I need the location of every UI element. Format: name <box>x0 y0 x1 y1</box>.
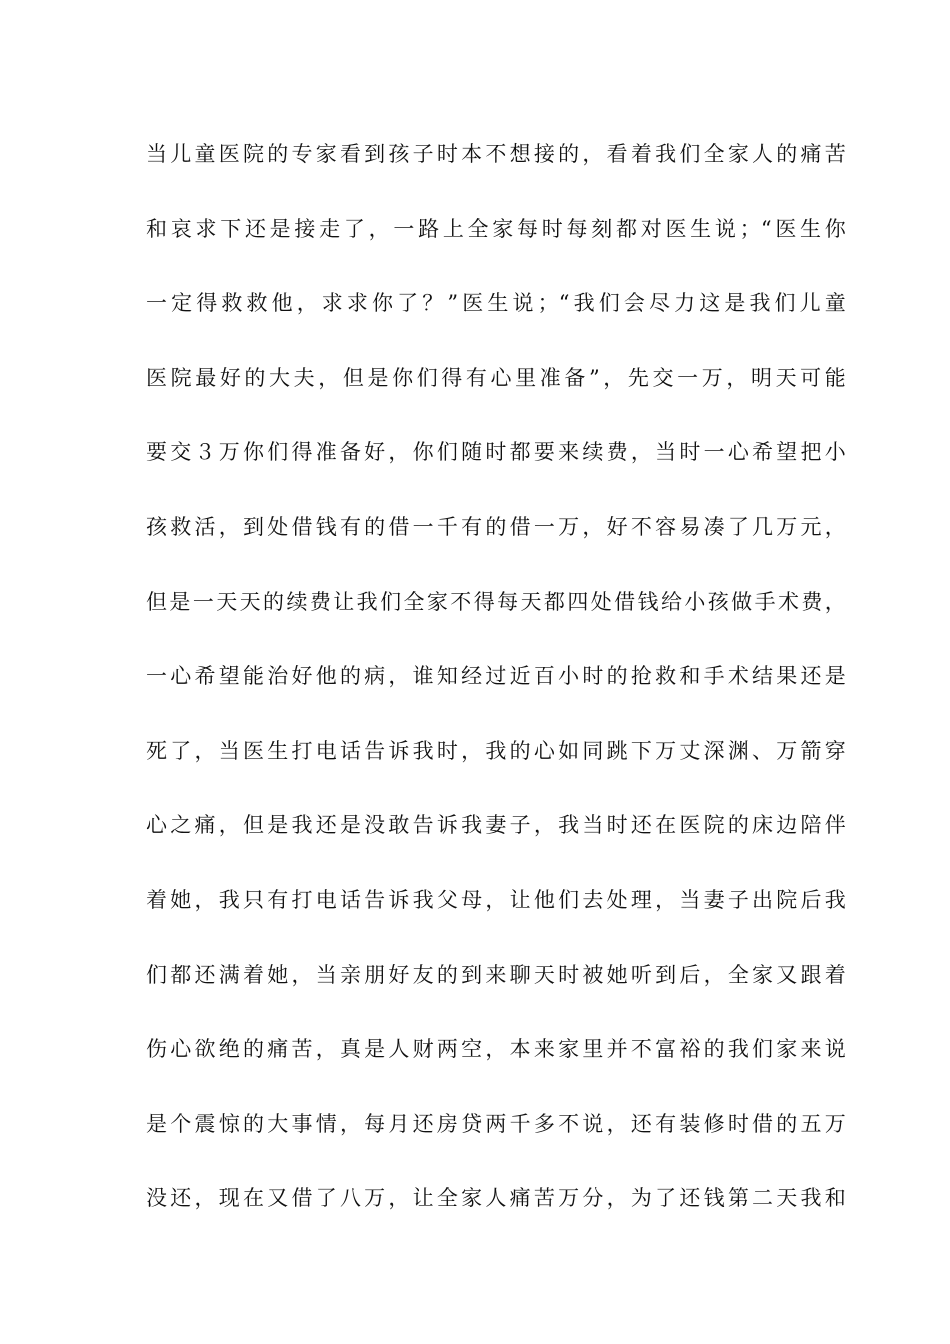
text-line-13: 伤心欲绝的痛苦，真是人财两空，本来家里并不富裕的我们家来说 <box>146 1037 846 1062</box>
text-line-3: 一定得救救他，求求你了？”医生说；“我们会尽力这是我们儿童 <box>146 291 846 316</box>
text-line-4: 医院最好的大夫，但是你们得有心里准备”，先交一万，明天可能 <box>146 365 846 390</box>
text-line-6: 孩救活，到处借钱有的借一千有的借一万，好不容易凑了几万元， <box>146 514 846 539</box>
text-line-8: 一心希望能治好他的病，谁知经过近百小时的抢救和手术结果还是 <box>146 664 846 689</box>
text-line-7: 但是一天天的续费让我们全家不得每天都四处借钱给小孩做手术费， <box>146 589 846 614</box>
text-line-2: 和哀求下还是接走了，一路上全家每时每刻都对医生说；“医生你 <box>146 216 846 241</box>
text-line-12: 们都还满着她，当亲朋好友的到来聊天时被她听到后，全家又跟着 <box>146 962 846 987</box>
text-line-10: 心之痛，但是我还是没敢告诉我妻子，我当时还在医院的床边陪伴 <box>146 813 846 838</box>
text-line-15: 没还，现在又借了八万，让全家人痛苦万分，为了还钱第二天我和 <box>146 1186 846 1211</box>
text-line-9: 死了，当医生打电话告诉我时，我的心如同跳下万丈深渊、万箭穿 <box>146 738 846 763</box>
text-line-1: 当儿童医院的专家看到孩子时本不想接的，看着我们全家人的痛苦 <box>146 142 846 166</box>
text-line-14: 是个震惊的大事情，每月还房贷两千多不说，还有装修时借的五万 <box>146 1111 846 1136</box>
text-line-11: 着她，我只有打电话告诉我父母，让他们去处理，当妻子出院后我 <box>146 887 846 912</box>
text-line-5: 要交３万你们得准备好，你们随时都要来续费，当时一心希望把小 <box>146 440 846 465</box>
body-text <box>146 132 846 1251</box>
